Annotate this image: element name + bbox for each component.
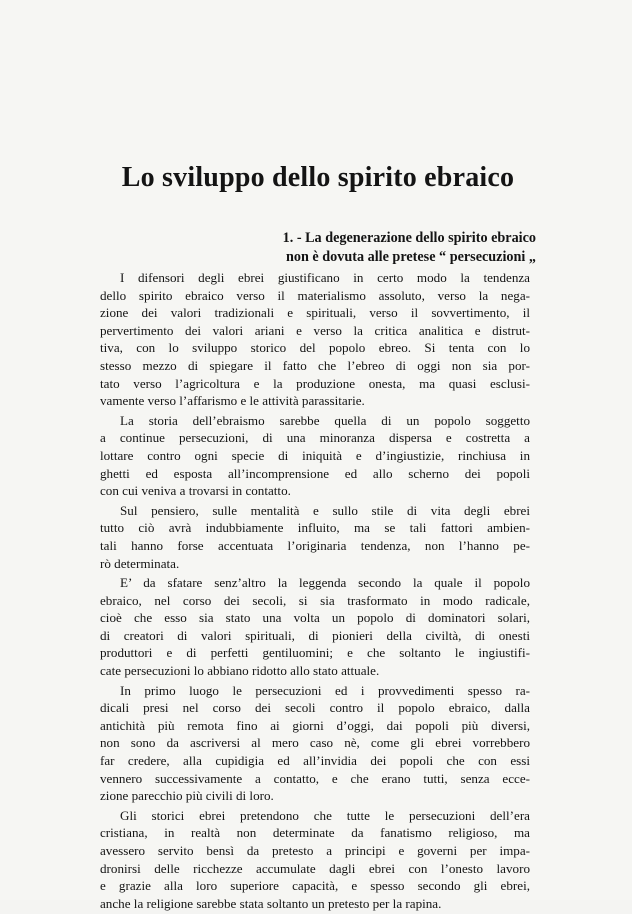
text-line: La storia dell’ebraismo sarebbe quella di un popolo soggetto	[120, 412, 530, 428]
paragraph-6	[100, 807, 530, 913]
text-line: stesso mezzo di spiegare il fatto che l’ebreo di oggi non sia por-	[100, 357, 530, 373]
text-line: antichità più remota fino ai giorni d’oggi, dai popoli più diversi,	[100, 717, 530, 733]
text-line: non sono da ascriversi al mero caso nè, come gli ebrei vorrebbero	[100, 735, 530, 751]
text-line: E’ da sfatare senz’altro la leggenda secondo la quale il popolo	[120, 575, 530, 591]
text-line: avessero servito bensì da pretesto a principi e governi per impa-	[100, 843, 530, 858]
paragraph-1	[100, 269, 530, 410]
text-line: tali hanno forse accentuata l’originaria tendenza, non l’hanno pe-	[100, 537, 530, 553]
text-line: e grazie alla loro superiore capacità, e spesso secondo gli ebrei,	[100, 878, 530, 894]
text-line: dello spirito ebraico verso il materialismo assoluto, verso la nega-	[100, 287, 530, 303]
section-heading-line-2: non è dovuta alle pretese “ persecuzioni „	[286, 249, 536, 265]
page-title: Lo sviluppo dello spirito ebraico	[121, 162, 515, 193]
text-line: cioè che esso sia stato una volta un popolo di dominatori solari,	[100, 610, 530, 626]
text-line: cate persecuzioni lo abbiano ridotto allo stato attuale.	[100, 663, 380, 679]
text-line: produttori e di perfetti gentiluomini; e che soltanto le ingiustifi-	[100, 645, 530, 661]
text-line: di creatori di valori spirituali, di pionieri della civiltà, di onesti	[100, 627, 530, 643]
text-line: ebraico, nel corso dei secoli, si sia trasformato in modo radicale,	[100, 592, 530, 608]
text-line: zione dei valori tradizionali e spirituali, verso il sovvertimento, il	[100, 305, 530, 321]
text-line: a continue persecuzioni, di una minoranza dispersa e costretta a	[100, 430, 530, 446]
text-line: lottare contro ogni specie di iniquità e d’ingiustizie, rinchiusa in	[100, 447, 530, 463]
text-line: con cui veniva a trovarsi in contatto.	[100, 483, 291, 499]
text-line: tutto ciò avrà indubbiamente influito, ma se tali fattori ambien-	[100, 520, 530, 536]
text-line: In primo luogo le persecuzioni ed i provvedimenti spesso ra-	[120, 682, 530, 698]
text-line: Gli storici ebrei pretendono che tutte le persecuzioni dell’era	[120, 807, 530, 823]
text-line: I difensori degli ebrei giustificano in certo modo la tendenza	[120, 270, 530, 285]
text-line: vennero successivamente a contatto, e che erano tutti, senza ecce-	[100, 770, 530, 786]
text-line: dicali presi nel corso dei secoli contro il popolo ebraico, dalla	[100, 700, 530, 716]
text-line: far credere, alla cupidigia ed all’invidia dei popoli che con essi	[100, 753, 530, 769]
paragraph-2	[100, 412, 530, 500]
section-heading-line-1: 1. - La degenerazione dello spirito ebraico	[282, 230, 536, 246]
text-line: tato verso l’agricoltura e la produzione onesta, ma quasi esclusi-	[100, 375, 530, 391]
text-line: Sul pensiero, sulle mentalità e sullo stile di vita degli ebrei	[120, 502, 530, 518]
paragraph-5	[100, 682, 530, 805]
body-text	[100, 269, 530, 914]
text-line: tiva, con lo sviluppo storico del popolo ebreo. Si tenta con lo	[100, 340, 530, 356]
paragraph-4	[100, 574, 530, 680]
text-line: rò determinata.	[100, 555, 180, 571]
text-line: pervertimento dei valori ariani e verso la critica analitica e distrut-	[100, 322, 530, 338]
text-line: vamente verso l’affarismo e le attività parassitarie.	[100, 393, 365, 409]
text-line: dronirsi delle ricchezze accumulate dagli ebrei con l’onesto lavoro	[100, 860, 530, 876]
text-line: anche la religione sarebbe stata soltanto un pretesto per la rapina.	[100, 895, 442, 911]
paragraph-3	[100, 502, 530, 572]
text-line: ghetti ed esposta all’incomprensione ed allo scherno dei popoli	[100, 465, 530, 481]
text-line: cristiana, in realtà non determinate da fanatismo religioso, ma	[100, 825, 530, 841]
text-line: zione parecchio più civili di loro.	[100, 788, 274, 804]
section-heading	[240, 229, 536, 267]
